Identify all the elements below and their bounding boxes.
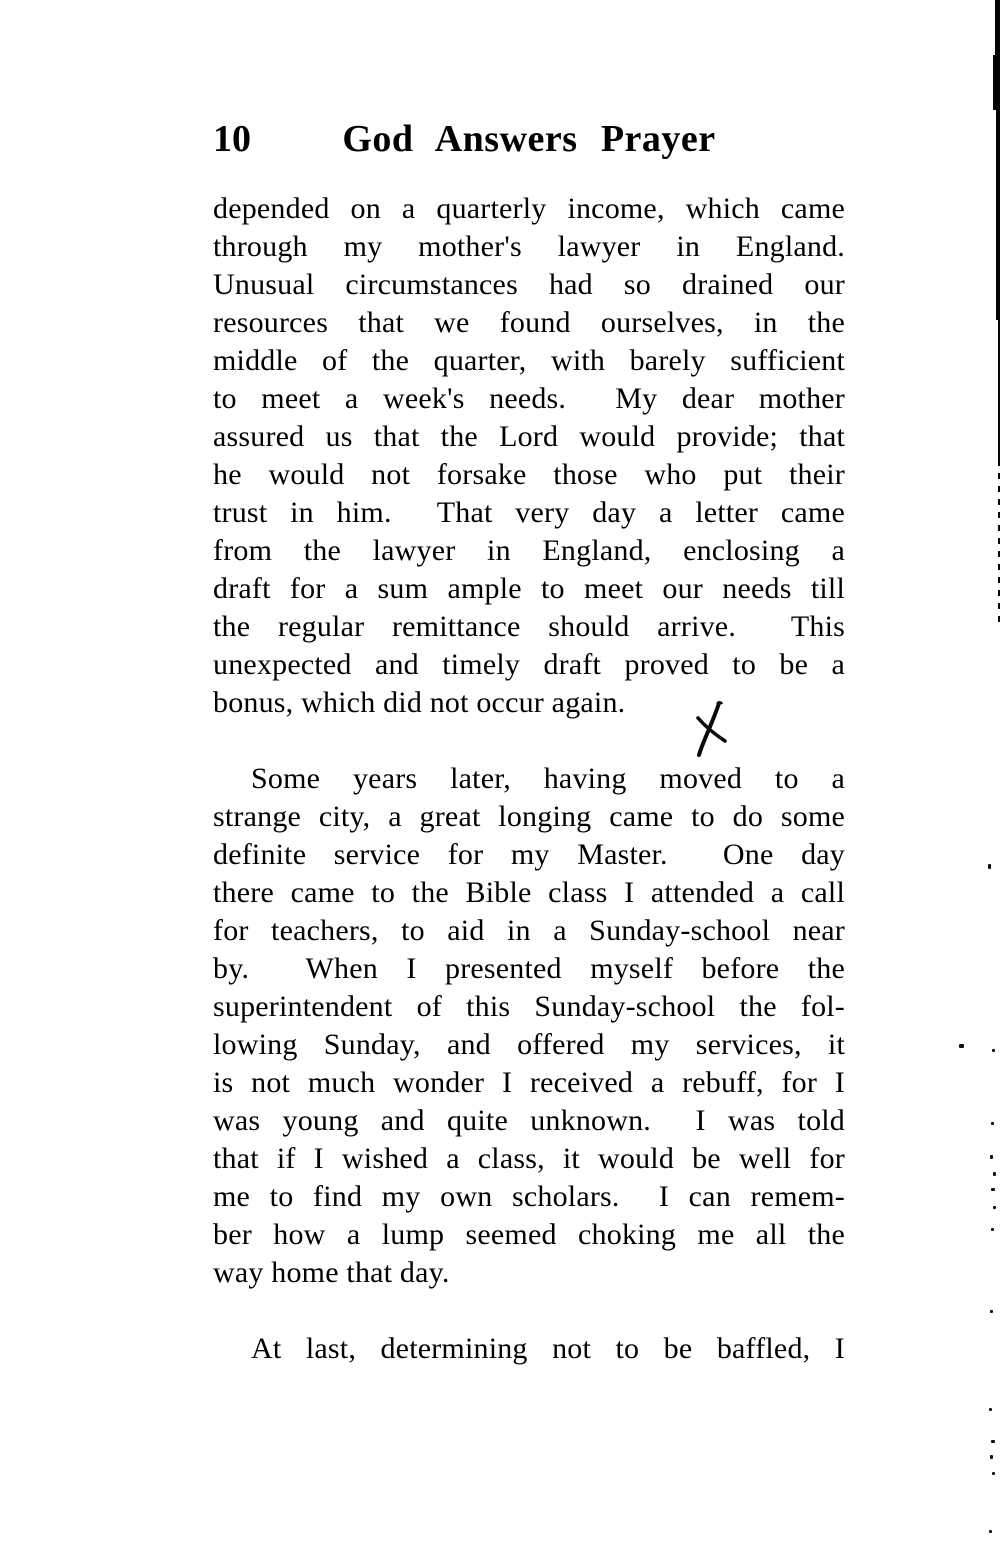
text-line: trust in him. That very day a letter came <box>213 496 845 529</box>
scan-edge-segment <box>995 0 1000 55</box>
paragraph <box>213 760 845 1292</box>
text-line: ber how a lump seemed choking me all the <box>213 1218 845 1251</box>
scan-speck <box>991 1228 994 1231</box>
text-line: depended on a quarterly income, which came <box>213 192 845 225</box>
scan-speck <box>992 1472 995 1475</box>
text-line: there came to the Bible class I attended a call <box>213 876 845 909</box>
text-line: At last, determining not to be baffled, I <box>251 1332 845 1365</box>
scan-speck <box>993 1172 996 1176</box>
scan-speck <box>989 1408 992 1411</box>
text-line: lowing Sunday, and offered my services, it <box>213 1028 845 1061</box>
text-line: Some years later, having moved to a <box>251 762 845 795</box>
text-line: draft for a sum ample to meet our needs till <box>213 572 845 605</box>
scan-edge-artifact <box>990 0 1000 630</box>
text-line: the regular remittance should arrive. This <box>213 610 845 643</box>
text-line: me to find my own scholars. I can remem- <box>213 1180 845 1213</box>
text-line: from the lawyer in England, enclosing a <box>213 534 845 567</box>
text-line: is not much wonder I received a rebuff, for I <box>213 1066 845 1099</box>
text-line: was young and quite unknown. I was told <box>213 1104 845 1137</box>
text-line: unexpected and timely draft proved to be a <box>213 648 845 681</box>
text-line: definite service for my Master. One day <box>213 838 845 871</box>
text-line: through my mother's lawyer in England. <box>213 230 845 263</box>
page-number: 10 <box>213 118 251 160</box>
scan-speck <box>990 1310 993 1313</box>
running-header <box>213 116 845 162</box>
text-line: he would not forsake those who put their <box>213 458 845 491</box>
text-column <box>213 190 845 1368</box>
text-line: for teachers, to aid in a Sunday-school near <box>213 914 845 947</box>
scan-speck <box>992 1049 995 1052</box>
text-line: by. When I presented myself before the <box>213 952 845 985</box>
text-line: middle of the quarter, with barely sufficient <box>213 344 845 377</box>
text-line: assured us that the Lord would provide; that <box>213 420 845 453</box>
scan-speck <box>990 1455 993 1459</box>
scan-speck <box>991 1440 995 1443</box>
scan-speck <box>959 1044 964 1048</box>
text-line: superintendent of this Sunday-school the fol- <box>213 990 845 1023</box>
paragraph <box>213 1330 845 1368</box>
text-line: resources that we found ourselves, in the <box>213 306 845 339</box>
scan-edge-segment <box>993 55 1000 110</box>
text-line: Unusual circumstances had so drained our <box>213 268 845 301</box>
text-line: strange city, a great longing came to do some <box>213 800 845 833</box>
scan-edge-segment <box>996 110 1000 320</box>
text-line: to meet a week's needs. My dear mother <box>213 382 845 415</box>
text-line: way home that day. <box>213 1256 450 1289</box>
text-line: bonus, which did not occur again. <box>213 686 626 719</box>
scan-speck <box>989 1530 992 1533</box>
scan-speck <box>988 864 991 869</box>
scan-speck <box>993 1206 996 1209</box>
text-line: that if I wished a class, it would be well for <box>213 1142 845 1175</box>
scan-speck <box>991 1188 995 1191</box>
scan-speck <box>991 1122 994 1125</box>
page-title: God Answers Prayer <box>342 118 716 160</box>
scan-speck <box>990 1155 993 1159</box>
paragraph <box>213 190 845 722</box>
